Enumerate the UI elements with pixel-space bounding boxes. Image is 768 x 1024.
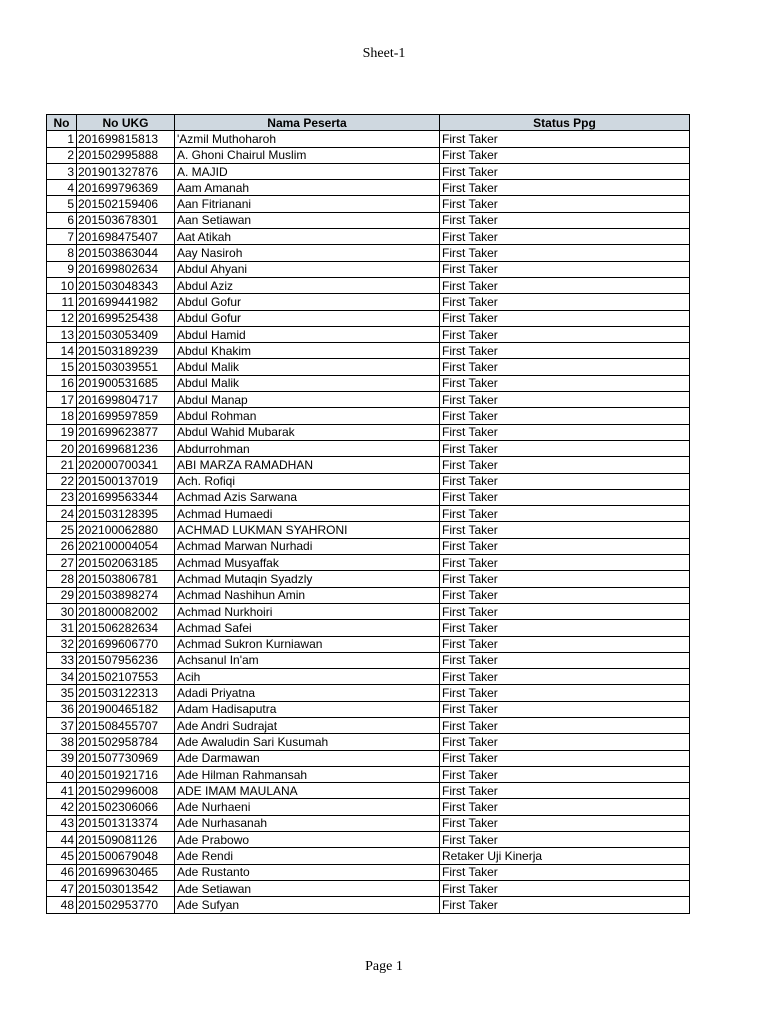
table-header-row <box>47 115 690 131</box>
cell-nama-peserta: Aat Atikah <box>175 229 440 245</box>
cell-status-ppg: First Taker <box>440 163 690 179</box>
cell-status-ppg: First Taker <box>440 424 690 440</box>
cell-status-ppg: First Taker <box>440 864 690 880</box>
cell-no-ukg: 201698475407 <box>77 229 175 245</box>
cell-status-ppg: First Taker <box>440 261 690 277</box>
cell-no: 1 <box>47 131 77 147</box>
cell-no-ukg: 201509081126 <box>77 832 175 848</box>
cell-nama-peserta: Abdul Manap <box>175 392 440 408</box>
column-header-status-ppg: Status Ppg <box>440 115 690 131</box>
cell-status-ppg: First Taker <box>440 701 690 717</box>
table-row <box>47 538 690 554</box>
cell-no: 29 <box>47 587 77 603</box>
cell-nama-peserta: ACHMAD LUKMAN SYAHRONI <box>175 522 440 538</box>
cell-no: 46 <box>47 864 77 880</box>
table-row <box>47 669 690 685</box>
cell-nama-peserta: A. MAJID <box>175 163 440 179</box>
cell-status-ppg: First Taker <box>440 310 690 326</box>
cell-no: 4 <box>47 180 77 196</box>
table-row <box>47 717 690 733</box>
cell-no: 22 <box>47 473 77 489</box>
cell-status-ppg: Retaker Uji Kinerja <box>440 848 690 864</box>
cell-no: 3 <box>47 163 77 179</box>
cell-nama-peserta: Ade Nurhasanah <box>175 815 440 831</box>
table-row <box>47 392 690 408</box>
cell-status-ppg: First Taker <box>440 538 690 554</box>
cell-no-ukg: 201502306066 <box>77 799 175 815</box>
cell-nama-peserta: Abdul Hamid <box>175 326 440 342</box>
cell-nama-peserta: Abdul Gofur <box>175 294 440 310</box>
cell-no-ukg: 201901327876 <box>77 163 175 179</box>
cell-nama-peserta: Achmad Nashihun Amin <box>175 587 440 603</box>
cell-status-ppg: First Taker <box>440 783 690 799</box>
cell-no-ukg: 201699563344 <box>77 489 175 505</box>
table-row <box>47 245 690 261</box>
cell-no: 48 <box>47 897 77 913</box>
table-row <box>47 326 690 342</box>
table-row <box>47 408 690 424</box>
cell-status-ppg: First Taker <box>440 489 690 505</box>
table-row <box>47 506 690 522</box>
cell-nama-peserta: Achmad Musyaffak <box>175 555 440 571</box>
cell-nama-peserta: Ade Andri Sudrajat <box>175 717 440 733</box>
cell-status-ppg: First Taker <box>440 229 690 245</box>
cell-no-ukg: 201900531685 <box>77 375 175 391</box>
cell-no-ukg: 201699630465 <box>77 864 175 880</box>
cell-status-ppg: First Taker <box>440 652 690 668</box>
cell-nama-peserta: Achmad Humaedi <box>175 506 440 522</box>
cell-nama-peserta: Achmad Marwan Nurhadi <box>175 538 440 554</box>
cell-no-ukg: 201502996008 <box>77 783 175 799</box>
cell-no: 11 <box>47 294 77 310</box>
cell-nama-peserta: Abdul Ahyani <box>175 261 440 277</box>
cell-no: 42 <box>47 799 77 815</box>
cell-no: 21 <box>47 457 77 473</box>
cell-no: 39 <box>47 750 77 766</box>
cell-nama-peserta: Ach. Rofiqi <box>175 473 440 489</box>
cell-no: 7 <box>47 229 77 245</box>
cell-no: 20 <box>47 440 77 456</box>
cell-status-ppg: First Taker <box>440 522 690 538</box>
cell-status-ppg: First Taker <box>440 473 690 489</box>
cell-no-ukg: 202000700341 <box>77 457 175 473</box>
table-row <box>47 310 690 326</box>
cell-nama-peserta: Ade Darmawan <box>175 750 440 766</box>
cell-nama-peserta: Abdul Khakim <box>175 343 440 359</box>
table-row <box>47 163 690 179</box>
table-row <box>47 864 690 880</box>
cell-no: 19 <box>47 424 77 440</box>
cell-no: 25 <box>47 522 77 538</box>
cell-no: 12 <box>47 310 77 326</box>
table-row <box>47 229 690 245</box>
cell-no-ukg: 201500137019 <box>77 473 175 489</box>
cell-status-ppg: First Taker <box>440 620 690 636</box>
table-row <box>47 424 690 440</box>
cell-no-ukg: 201503898274 <box>77 587 175 603</box>
cell-nama-peserta: Achsanul In'am <box>175 652 440 668</box>
table-row <box>47 343 690 359</box>
cell-no-ukg: 201503048343 <box>77 277 175 293</box>
cell-no-ukg: 201502063185 <box>77 555 175 571</box>
cell-status-ppg: First Taker <box>440 408 690 424</box>
cell-status-ppg: First Taker <box>440 245 690 261</box>
table-row <box>47 375 690 391</box>
cell-no: 32 <box>47 636 77 652</box>
cell-nama-peserta: A. Ghoni Chairul Muslim <box>175 147 440 163</box>
cell-status-ppg: First Taker <box>440 669 690 685</box>
cell-no-ukg: 202100062880 <box>77 522 175 538</box>
cell-no-ukg: 201506282634 <box>77 620 175 636</box>
cell-no: 34 <box>47 669 77 685</box>
column-header-no: No <box>47 115 77 131</box>
cell-status-ppg: First Taker <box>440 587 690 603</box>
cell-status-ppg: First Taker <box>440 571 690 587</box>
cell-no: 27 <box>47 555 77 571</box>
cell-status-ppg: First Taker <box>440 180 690 196</box>
cell-nama-peserta: Achmad Mutaqin Syadzly <box>175 571 440 587</box>
cell-status-ppg: First Taker <box>440 375 690 391</box>
table-row <box>47 750 690 766</box>
cell-status-ppg: First Taker <box>440 147 690 163</box>
table-row <box>47 734 690 750</box>
cell-no-ukg: 201507730969 <box>77 750 175 766</box>
table-row <box>47 522 690 538</box>
table-row <box>47 261 690 277</box>
cell-no: 2 <box>47 147 77 163</box>
cell-status-ppg: First Taker <box>440 326 690 342</box>
cell-no-ukg: 201699597859 <box>77 408 175 424</box>
cell-no-ukg: 201503128395 <box>77 506 175 522</box>
cell-nama-peserta: Achmad Sukron Kurniawan <box>175 636 440 652</box>
cell-status-ppg: First Taker <box>440 440 690 456</box>
cell-no: 33 <box>47 652 77 668</box>
table-row <box>47 131 690 147</box>
cell-no: 17 <box>47 392 77 408</box>
cell-no-ukg: 201503806781 <box>77 571 175 587</box>
cell-nama-peserta: Achmad Nurkhoiri <box>175 603 440 619</box>
cell-nama-peserta: Abdurrohman <box>175 440 440 456</box>
cell-no: 35 <box>47 685 77 701</box>
cell-no: 45 <box>47 848 77 864</box>
cell-no-ukg: 201699815813 <box>77 131 175 147</box>
cell-nama-peserta: Aam Amanah <box>175 180 440 196</box>
table-row <box>47 848 690 864</box>
cell-nama-peserta: Ade Setiawan <box>175 880 440 896</box>
cell-nama-peserta: 'Azmil Muthoharoh <box>175 131 440 147</box>
cell-no: 44 <box>47 832 77 848</box>
cell-no: 5 <box>47 196 77 212</box>
table-row <box>47 603 690 619</box>
cell-no-ukg: 201502958784 <box>77 734 175 750</box>
cell-status-ppg: First Taker <box>440 343 690 359</box>
cell-no: 23 <box>47 489 77 505</box>
cell-status-ppg: First Taker <box>440 799 690 815</box>
cell-nama-peserta: Ade Rustanto <box>175 864 440 880</box>
cell-no-ukg: 201508455707 <box>77 717 175 733</box>
table-row <box>47 473 690 489</box>
table-body <box>47 131 690 913</box>
cell-nama-peserta: ADE IMAM MAULANA <box>175 783 440 799</box>
cell-no: 30 <box>47 603 77 619</box>
table-row <box>47 587 690 603</box>
cell-nama-peserta: Achmad Azis Sarwana <box>175 489 440 505</box>
cell-nama-peserta: Adadi Priyatna <box>175 685 440 701</box>
cell-no-ukg: 201503122313 <box>77 685 175 701</box>
cell-no-ukg: 201502995888 <box>77 147 175 163</box>
cell-no-ukg: 201503013542 <box>77 880 175 896</box>
page-header-title: Sheet-1 <box>362 46 406 61</box>
cell-nama-peserta: Aay Nasiroh <box>175 245 440 261</box>
cell-no: 31 <box>47 620 77 636</box>
cell-nama-peserta: Aan Setiawan <box>175 212 440 228</box>
cell-status-ppg: First Taker <box>440 277 690 293</box>
cell-status-ppg: First Taker <box>440 897 690 913</box>
page-number: Page 1 <box>365 959 403 974</box>
cell-nama-peserta: Abdul Wahid Mubarak <box>175 424 440 440</box>
cell-status-ppg: First Taker <box>440 734 690 750</box>
cell-no: 13 <box>47 326 77 342</box>
cell-no: 38 <box>47 734 77 750</box>
cell-status-ppg: First Taker <box>440 636 690 652</box>
cell-no-ukg: 201500679048 <box>77 848 175 864</box>
cell-no: 47 <box>47 880 77 896</box>
cell-status-ppg: First Taker <box>440 392 690 408</box>
cell-no-ukg: 201502107553 <box>77 669 175 685</box>
table-row <box>47 880 690 896</box>
table-row <box>47 701 690 717</box>
cell-no: 10 <box>47 277 77 293</box>
cell-no: 6 <box>47 212 77 228</box>
participants-table <box>46 114 690 914</box>
cell-no-ukg: 201699623877 <box>77 424 175 440</box>
cell-no-ukg: 201502159406 <box>77 196 175 212</box>
cell-no: 26 <box>47 538 77 554</box>
cell-nama-peserta: Ade Sufyan <box>175 897 440 913</box>
cell-status-ppg: First Taker <box>440 457 690 473</box>
cell-no: 28 <box>47 571 77 587</box>
cell-nama-peserta: Ade Nurhaeni <box>175 799 440 815</box>
cell-status-ppg: First Taker <box>440 832 690 848</box>
table-row <box>47 180 690 196</box>
cell-status-ppg: First Taker <box>440 766 690 782</box>
table-row <box>47 766 690 782</box>
cell-status-ppg: First Taker <box>440 880 690 896</box>
cell-no-ukg: 201699802634 <box>77 261 175 277</box>
cell-nama-peserta: ABI MARZA RAMADHAN <box>175 457 440 473</box>
cell-nama-peserta: Abdul Gofur <box>175 310 440 326</box>
table-row <box>47 489 690 505</box>
cell-no: 8 <box>47 245 77 261</box>
cell-no-ukg: 201503189239 <box>77 343 175 359</box>
cell-no-ukg: 201507956236 <box>77 652 175 668</box>
cell-status-ppg: First Taker <box>440 131 690 147</box>
cell-no-ukg: 201503678301 <box>77 212 175 228</box>
cell-no: 40 <box>47 766 77 782</box>
table-row <box>47 620 690 636</box>
table-row <box>47 571 690 587</box>
cell-no-ukg: 201501313374 <box>77 815 175 831</box>
cell-nama-peserta: Adam Hadisaputra <box>175 701 440 717</box>
cell-no: 43 <box>47 815 77 831</box>
cell-no-ukg: 201503863044 <box>77 245 175 261</box>
cell-status-ppg: First Taker <box>440 212 690 228</box>
table-row <box>47 815 690 831</box>
cell-no: 36 <box>47 701 77 717</box>
cell-status-ppg: First Taker <box>440 750 690 766</box>
cell-no: 16 <box>47 375 77 391</box>
table-row <box>47 652 690 668</box>
cell-status-ppg: First Taker <box>440 359 690 375</box>
table-row <box>47 832 690 848</box>
table-row <box>47 555 690 571</box>
cell-nama-peserta: Abdul Malik <box>175 359 440 375</box>
cell-nama-peserta: Aan Fitrianani <box>175 196 440 212</box>
table-row <box>47 457 690 473</box>
cell-status-ppg: First Taker <box>440 815 690 831</box>
cell-no: 24 <box>47 506 77 522</box>
table-row <box>47 212 690 228</box>
cell-status-ppg: First Taker <box>440 294 690 310</box>
table-row <box>47 897 690 913</box>
cell-status-ppg: First Taker <box>440 555 690 571</box>
cell-status-ppg: First Taker <box>440 685 690 701</box>
cell-no: 37 <box>47 717 77 733</box>
table-row <box>47 294 690 310</box>
cell-status-ppg: First Taker <box>440 196 690 212</box>
table-row <box>47 783 690 799</box>
cell-status-ppg: First Taker <box>440 717 690 733</box>
column-header-nama-peserta: Nama Peserta <box>175 115 440 131</box>
cell-status-ppg: First Taker <box>440 603 690 619</box>
cell-no: 14 <box>47 343 77 359</box>
table-row <box>47 636 690 652</box>
cell-no-ukg: 201503053409 <box>77 326 175 342</box>
cell-nama-peserta: Ade Hilman Rahmansah <box>175 766 440 782</box>
table-row <box>47 440 690 456</box>
cell-nama-peserta: Acih <box>175 669 440 685</box>
cell-nama-peserta: Ade Awaludin Sari Kusumah <box>175 734 440 750</box>
cell-status-ppg: First Taker <box>440 506 690 522</box>
cell-nama-peserta: Abdul Rohman <box>175 408 440 424</box>
cell-no-ukg: 201503039551 <box>77 359 175 375</box>
cell-nama-peserta: Abdul Aziz <box>175 277 440 293</box>
cell-nama-peserta: Ade Rendi <box>175 848 440 864</box>
table-row <box>47 359 690 375</box>
cell-no-ukg: 202100004054 <box>77 538 175 554</box>
cell-no: 18 <box>47 408 77 424</box>
cell-no-ukg: 201502953770 <box>77 897 175 913</box>
cell-no-ukg: 201699681236 <box>77 440 175 456</box>
column-header-no-ukg: No UKG <box>77 115 175 131</box>
table-row <box>47 799 690 815</box>
cell-nama-peserta: Achmad Safei <box>175 620 440 636</box>
table-row <box>47 685 690 701</box>
cell-no: 9 <box>47 261 77 277</box>
table-row <box>47 147 690 163</box>
table-row <box>47 196 690 212</box>
cell-no-ukg: 201699441982 <box>77 294 175 310</box>
cell-no-ukg: 201699796369 <box>77 180 175 196</box>
cell-no-ukg: 201900465182 <box>77 701 175 717</box>
table-row <box>47 277 690 293</box>
cell-no-ukg: 201800082002 <box>77 603 175 619</box>
cell-no-ukg: 201699606770 <box>77 636 175 652</box>
cell-nama-peserta: Abdul Malik <box>175 375 440 391</box>
cell-no-ukg: 201699525438 <box>77 310 175 326</box>
cell-no: 15 <box>47 359 77 375</box>
cell-no: 41 <box>47 783 77 799</box>
cell-no-ukg: 201699804717 <box>77 392 175 408</box>
cell-no-ukg: 201501921716 <box>77 766 175 782</box>
cell-nama-peserta: Ade Prabowo <box>175 832 440 848</box>
